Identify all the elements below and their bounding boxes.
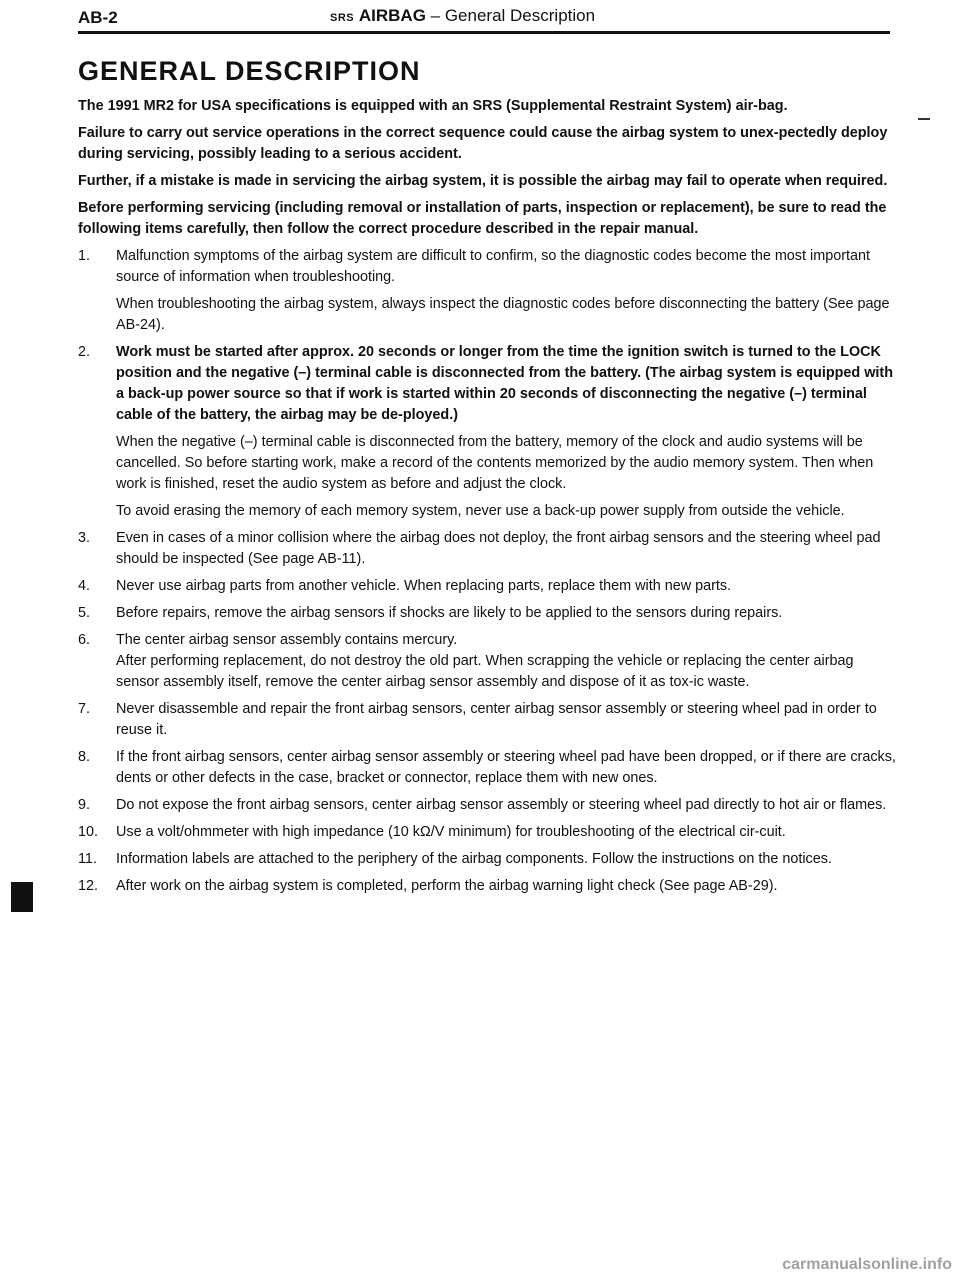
body-content [78, 96, 896, 903]
item-number: 10. [78, 824, 99, 840]
page-title: GENERAL DESCRIPTION [78, 56, 421, 86]
item-text: To avoid erasing the memory of each memory system, never use a back-up power supply from outside the vehicle. [116, 503, 845, 519]
item-number: 5. [78, 605, 91, 621]
list-item [78, 342, 896, 522]
intro-section [78, 96, 896, 240]
item-text: After work on the airbag system is completed, perform the airbag warning light check (See page AB-29). [116, 878, 778, 894]
item-text: Never use airbag parts from another vehicle. When replacing parts, replace them with new parts. [116, 578, 732, 594]
item-number: 12. [78, 878, 99, 894]
list-item [78, 747, 896, 789]
item-number: 4. [78, 578, 91, 594]
header-title [330, 6, 595, 26]
list-item [78, 576, 896, 597]
intro-paragraph: The 1991 MR2 for USA specifications is equipped with an SRS (Supplemental Restraint System) air-bag. [78, 98, 788, 114]
header-subtitle: – General Description [425, 6, 596, 25]
list-item [78, 849, 896, 870]
item-number: 1. [78, 248, 91, 264]
list-item [78, 603, 896, 624]
item-text: Before repairs, remove the airbag sensors if shocks are likely to be applied to the sensors during repairs. [116, 605, 783, 621]
list-item [78, 822, 896, 843]
intro-paragraph: Before performing servicing (including removal or installation of parts, inspection or replacement), be sure to read the following items carefully, then follow the correct procedure described in the repair manual. [78, 200, 887, 237]
precaution-list [78, 246, 896, 897]
item-text: Use a volt/ohmmeter with high impedance (10 kΩ/V minimum) for troubleshooting of the electrical cir-cuit. [116, 824, 786, 840]
watermark-link[interactable]: carmanualsonline.info [782, 1256, 952, 1273]
list-item [78, 528, 896, 570]
list-item [78, 630, 896, 693]
list-item [78, 699, 896, 741]
item-text: If the front airbag sensors, center airbag sensor assembly or steering wheel pad have been dropped, or if there are cracks, dents or other defects in the case, bracket or connector, replace them with new ones. [116, 749, 896, 786]
intro-paragraph: Further, if a mistake is made in servicing the airbag system, it is possible the airbag may fail to operate when required. [78, 173, 888, 189]
item-text: Work must be started after approx. 20 seconds or longer from the time the ignition switch is turned to the LOCK position and the negative (–) terminal cable is disconnected from the battery. (The airbag system is equipped with a back-up power source so that if work is started within 20 seconds of disconnecting the negative (–) terminal cable of the battery, the airbag may be de-ployed.) [116, 344, 893, 423]
item-text: Malfunction symptoms of the airbag system are difficult to confirm, so the diagnostic codes become the most important source of information when troubleshooting. [116, 248, 870, 285]
item-text: Do not expose the front airbag sensors, center airbag sensor assembly or steering wheel pad directly to hot air or flames. [116, 797, 887, 813]
list-item [78, 876, 896, 897]
list-item [78, 246, 896, 336]
list-item [78, 795, 896, 816]
item-text: When troubleshooting the airbag system, always inspect the diagnostic codes before disconnecting the battery (See page AB-24). [116, 296, 890, 333]
item-number: 6. [78, 632, 91, 648]
item-number: 7. [78, 701, 91, 717]
item-text: Never disassemble and repair the front airbag sensors, center airbag sensor assembly or steering wheel pad in order to reuse it. [116, 701, 877, 738]
item-text: Information labels are attached to the periphery of the airbag components. Follow the instructions on the notices. [116, 851, 832, 867]
intro-paragraph: Failure to carry out service operations in the correct sequence could cause the airbag system to unex-pectedly deploy during servicing, possibly leading to a serious accident. [78, 125, 888, 162]
header-rule [78, 31, 890, 34]
header-srs: SRS [330, 12, 355, 24]
item-number: 3. [78, 530, 91, 546]
item-text: The center airbag sensor assembly contains mercury. [116, 632, 458, 648]
header-airbag: AIRBAG [358, 6, 426, 25]
item-text: When the negative (–) terminal cable is disconnected from the battery, memory of the clock and audio systems will be cancelled. So before starting work, make a record of the contents memorized by the audio memory system. Then when work is finished, reset the audio system as before and adjust the clock. [116, 434, 874, 492]
item-number: 2. [78, 344, 91, 360]
section-tab-marker [11, 882, 33, 912]
page-header [78, 6, 890, 32]
item-number: 8. [78, 749, 91, 765]
margin-dash [918, 118, 930, 120]
item-text: After performing replacement, do not destroy the old part. When scrapping the vehicle or replacing the center airbag sensor assembly itself, remove the center airbag sensor assembly and dispose of it as tox-ic waste. [116, 653, 854, 690]
item-number: 11. [78, 851, 97, 867]
page-code: AB-2 [78, 8, 118, 27]
item-number: 9. [78, 797, 91, 813]
item-text: Even in cases of a minor collision where the airbag does not deploy, the front airbag sensors and the steering wheel pad should be inspected (See page AB-11). [116, 530, 881, 567]
